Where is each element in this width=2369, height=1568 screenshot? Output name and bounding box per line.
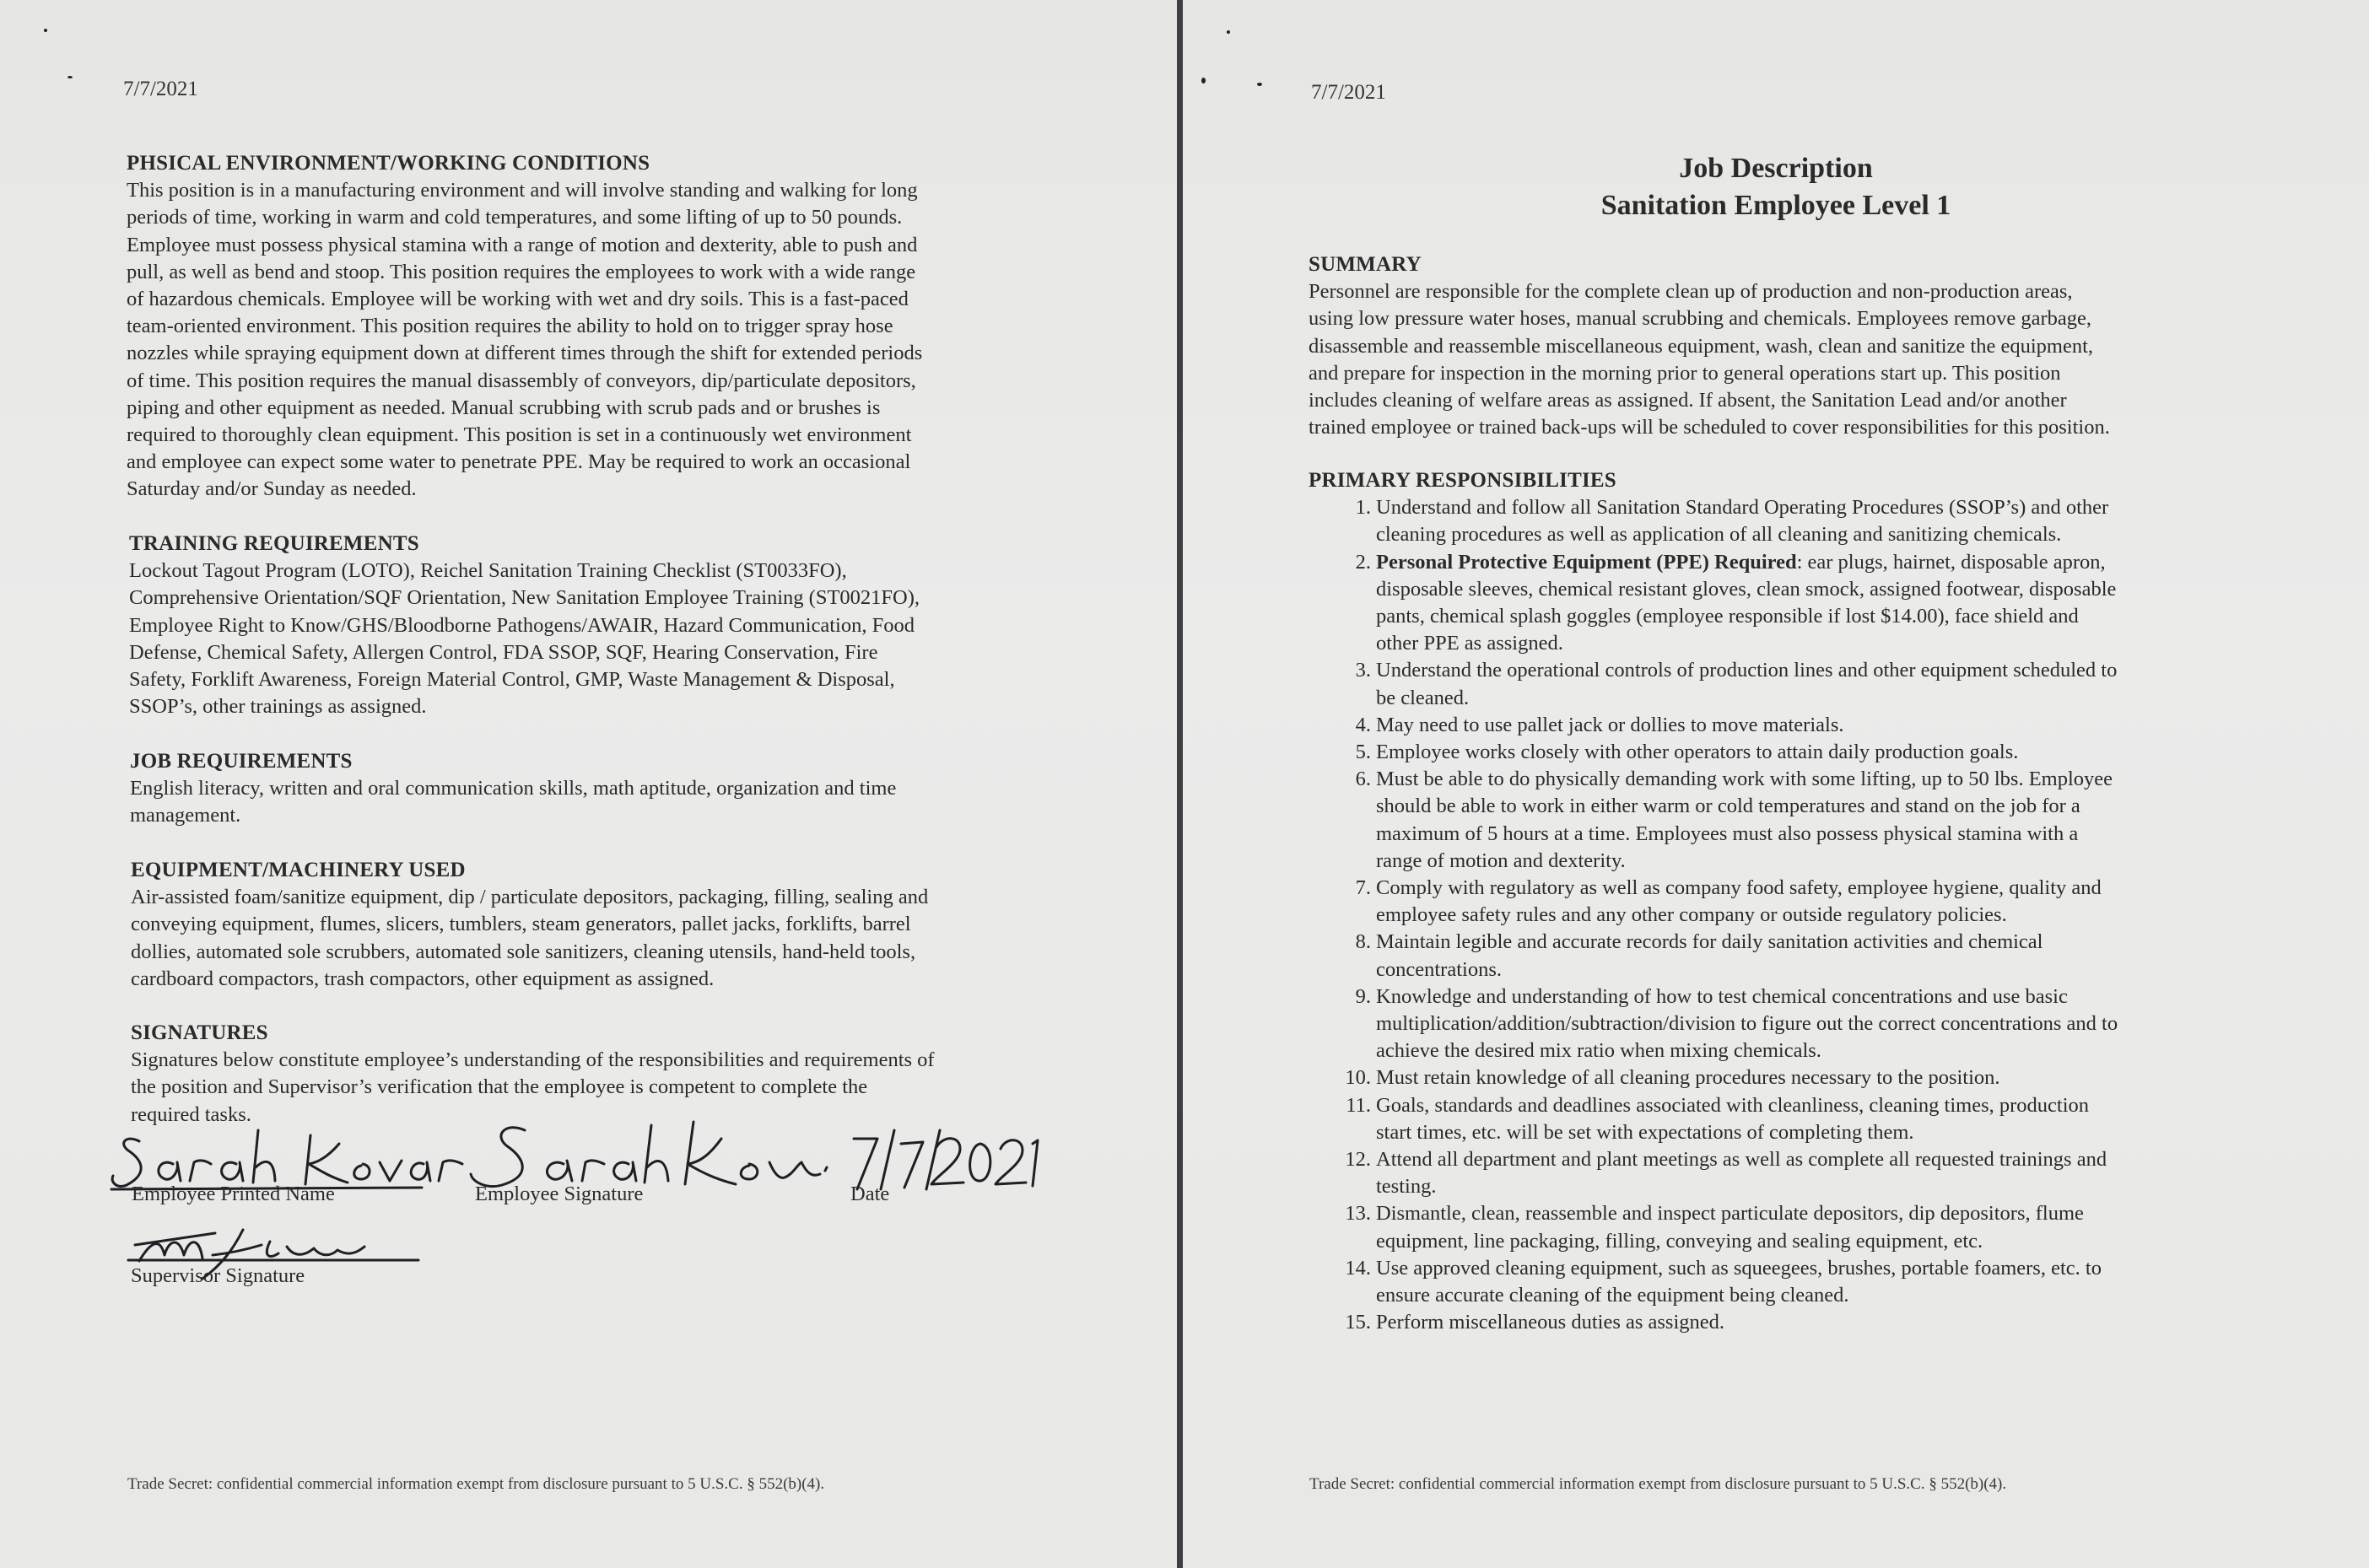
text-line: SSOP’s, other trainings as assigned. [129,695,427,719]
text-line: Comprehensive Orientation/SQF Orientation, New Sanitation Employee Training (ST0021FO), [129,586,920,610]
responsibility-bold: Personal Protective Equipment (PPE) Required [1376,550,1797,574]
responsibility-text: : ear plugs, hairnet, disposable apron, [1796,550,2106,574]
right-page [1183,0,2369,1568]
text-line: pull, as well as bend and stoop. This position requires the employees to work with a wide range [127,260,916,283]
text-line: periods of time, working in warm and cold temperatures, and some lifting of up to 50 pounds. [127,206,903,229]
responsibility-line: range of motion and dexterity. [1376,849,1626,872]
responsibility-line: achieve the desired mix ratio when mixing chemicals. [1376,1039,1821,1063]
responsibility-line: equipment, line packaging, filling, conveying and sealing equipment, etc. [1376,1229,1983,1253]
text-line: nozzles while spraying equipment down at different times through the shift for extended periods [127,342,923,365]
responsibility-number: 10. [1345,1066,1371,1090]
text-line: disassemble and reassemble miscellaneous equipment, wash, clean and sanitize the equipment, [1309,334,2094,358]
text-line: of time. This position requires the manual disassembly of conveyors, dip/particulate depositors, [127,369,916,392]
text-line: Safety, Forklift Awareness, Foreign Material Control, GMP, Waste Management & Disposal, [129,668,895,692]
responsibility-number: 1. [1355,496,1371,520]
responsibility-item [1309,1064,2312,1091]
text-line: piping and other equipment as needed. Manual scrubbing with scrub pads and or brushes is [127,396,881,419]
text-line: includes cleaning of welfare areas as assigned. If absent, the Sanitation Lead and/or another [1309,389,2067,412]
responsibility-line: start times, etc. will be set with expectations of completing them. [1376,1120,1914,1144]
text-line: using low pressure water hoses, manual scrubbing and chemicals. Employees remove garbage, [1309,307,2091,331]
responsibility-line: multiplication/addition/subtraction/division to figure out the correct concentrations and to [1376,1012,2118,1036]
paper-speck [1227,30,1230,34]
responsibility-item [1309,1255,2312,1309]
text-line: Air-assisted foam/sanitize equipment, dip / particulate depositors, packaging, filling, sealing and [131,886,929,909]
responsibility-item [1309,766,2312,875]
responsibility-line: Must be able to do physically demanding work with some lifting, up to 50 lbs. Employee [1376,768,2113,791]
responsibility-item [1309,1309,2312,1336]
responsibility-item [1309,1092,2312,1146]
handwriting-layer [0,0,1177,1568]
responsibility-line: be cleaned. [1376,686,1470,709]
responsibility-number: 7. [1355,876,1371,900]
text-line: trained employee or trained back-ups will be scheduled to cover responsibilities for this position. [1309,416,2110,439]
page-gap [1177,0,1183,1568]
responsibility-line [1376,549,2312,576]
left-date: 7/7/2021 [123,78,198,100]
employee-signature-label: Employee Signature [475,1183,644,1205]
text-line: This position is in a manufacturing environment and will involve standing and walking for long [127,179,918,202]
responsibility-line: Dismantle, clean, reassemble and inspect particulate depositors, dip depositors, flume [1376,1202,2084,1226]
training-heading: TRAINING REQUIREMENTS [129,532,419,555]
handwritten-printed-name [111,1130,462,1189]
responsibility-line: testing. [1376,1175,1437,1199]
responsibility-line: Maintain legible and accurate records for daily sanitation activities and chemical [1376,930,2043,954]
responsibilities-list [1309,494,2312,1336]
responsibilities-section [1309,467,2312,1337]
summary-heading: SUMMARY [1309,253,1422,276]
paper-speck [1201,78,1206,84]
supervisor-signature-label: Supervisor Signature [131,1264,305,1287]
date-label: Date [850,1183,890,1205]
responsibility-number: 3. [1355,659,1371,682]
text-line: Saturday and/or Sunday as needed. [127,477,417,501]
text-line: of hazardous chemicals. Employee will be working with wet and dry soils. This is a fast-paced [127,288,909,311]
responsibility-item [1309,549,2312,658]
responsibility-line: cleaning procedures as well as application of all cleaning and sanitizing chemicals. [1376,523,2062,547]
document-subtitle: Sanitation Employee Level 1 [1600,190,1951,221]
responsibility-line: Understand the operational controls of production lines and other equipment scheduled to [1376,659,2118,682]
handwritten-employee-signature [471,1122,827,1187]
left-footer: Trade Secret: confidential commercial information exempt from disclosure pursuant to 5 U.S.C. § 552(b)(4). [127,1475,825,1493]
job-heading: JOB REQUIREMENTS [130,750,353,773]
text-line: Defense, Chemical Safety, Allergen Control, FDA SSOP, SQF, Hearing Conservation, Fire [129,640,878,664]
responsibility-number: 8. [1355,930,1371,954]
paper-speck [1257,83,1262,86]
responsibility-number: 2. [1355,550,1371,574]
document-title: Job Description [1679,153,1873,184]
responsibility-line: employee safety rules and any other company or outside regulatory policies. [1376,903,2007,927]
responsibility-number: 13. [1345,1202,1371,1226]
left-page [0,0,1177,1568]
responsibility-item [1309,1200,2312,1254]
responsibility-line: Perform miscellaneous duties as assigned. [1376,1311,1725,1334]
responsibility-line: ensure accurate cleaning of the equipment being cleaned. [1376,1284,1849,1307]
responsibility-line: Must retain knowledge of all cleaning procedures necessary to the position. [1376,1066,2000,1090]
responsibility-line: maximum of 5 hours at a time. Employees must also possess physical stamina with a [1376,822,2079,845]
text-line: team-oriented environment. This position requires the ability to hold on to trigger spray hose [127,315,893,338]
responsibility-number: 4. [1355,713,1371,736]
responsibility-item [1309,657,2312,711]
right-footer: Trade Secret: confidential commercial information exempt from disclosure pursuant to 5 U.S.C. § 552(b)(4). [1309,1475,2007,1493]
summary-lines [1309,278,2304,441]
responsibility-line: Use approved cleaning equipment, such as squeegees, brushes, portable foamers, etc. to [1376,1256,2102,1280]
responsibility-number: 12. [1345,1148,1371,1172]
responsibility-line: Employee works closely with other operators to attain daily production goals. [1376,741,2019,764]
responsibility-item [1309,929,2312,983]
text-line: management. [130,804,241,827]
responsibility-line: Comply with regulatory as well as company food safety, employee hygiene, quality and [1376,876,2102,900]
responsibility-line: concentrations. [1376,957,1502,981]
text-line: Employee Right to Know/GHS/Bloodborne Pathogens/AWAIR, Hazard Communication, Food [129,613,915,637]
text-line: dollies, automated sole scrubbers, automated sole sanitizers, cleaning utensils, hand-held tools, [131,940,916,963]
responsibility-number: 9. [1355,984,1371,1008]
text-line: English literacy, written and oral communication skills, math aptitude, organization and time [130,777,897,800]
responsibility-item [1309,1146,2312,1200]
responsibility-number: 11. [1346,1093,1371,1117]
summary-section [1309,251,2304,441]
responsibility-number: 15. [1345,1311,1371,1334]
text-line: cardboard compactors, trash compactors, other equipment as assigned. [131,967,715,990]
responsibility-item [1309,712,2312,739]
responsibility-line: other PPE as assigned. [1376,632,1563,655]
responsibility-number: 6. [1355,768,1371,791]
right-date: 7/7/2021 [1311,81,1386,104]
text-line: Employee must possess physical stamina with a range of motion and dexterity, able to push and [127,233,918,256]
text-line: required tasks. [131,1102,251,1126]
text-line: and prepare for inspection in the morning prior to general operations start up. This position [1309,361,2061,385]
printed-name-label: Employee Printed Name [132,1183,335,1205]
text-line: the position and Supervisor’s verification that the employee is competent to complete the [131,1075,868,1099]
responsibility-line: Attend all department and plant meetings as well as complete all requested trainings and [1376,1148,2107,1172]
responsibility-line: Knowledge and understanding of how to test chemical concentrations and use basic [1376,984,2068,1008]
responsibility-line: Understand and follow all Sanitation Standard Operating Procedures (SSOP’s) and other [1376,496,2109,520]
signatures-heading: SIGNATURES [131,1021,268,1044]
responsibility-line: Goals, standards and deadlines associated with cleanliness, cleaning times, production [1376,1093,2090,1117]
responsibility-line: should be able to work in either warm or cold temperatures and stand on the job for a [1376,795,2080,818]
text-line: Personnel are responsible for the complete clean up of production and non-production areas, [1309,280,2073,304]
responsibility-line: disposable sleeves, chemical resistant gloves, clean smock, assigned footwear, disposable [1376,577,2117,601]
text-line: conveying equipment, flumes, slicers, tumblers, steam generators, pallet jacks, forklifts, barrel [131,913,911,936]
responsibility-item [1309,875,2312,929]
text-line: Signatures below constitute employee’s understanding of the responsibilities and requirements of [131,1048,935,1072]
responsibility-number: 5. [1355,741,1371,764]
responsibility-item [1309,983,2312,1065]
responsibilities-heading: PRIMARY RESPONSIBILITIES [1309,469,1616,492]
responsibility-item [1309,494,2312,548]
text-line: and employee can expect some water to penetrate PPE. May be required to work an occasional [127,450,911,474]
handwritten-date [854,1130,1038,1189]
text-line: Lockout Tagout Program (LOTO), Reichel Sanitation Training Checklist (ST0033FO), [129,559,847,583]
responsibility-item [1309,739,2312,766]
equipment-heading: EQUIPMENT/MACHINERY USED [131,859,466,881]
responsibility-line: pants, chemical splash goggles (employee responsible if lost $14.00), face shield and [1376,605,2079,628]
physical-heading: PHSICAL ENVIRONMENT/WORKING CONDITIONS [127,152,650,175]
responsibility-line: May need to use pallet jack or dollies to move materials. [1376,713,1844,736]
responsibility-number: 14. [1345,1256,1371,1280]
text-line: required to thoroughly clean equipment. This position is set in a continuously wet environment [127,423,912,447]
